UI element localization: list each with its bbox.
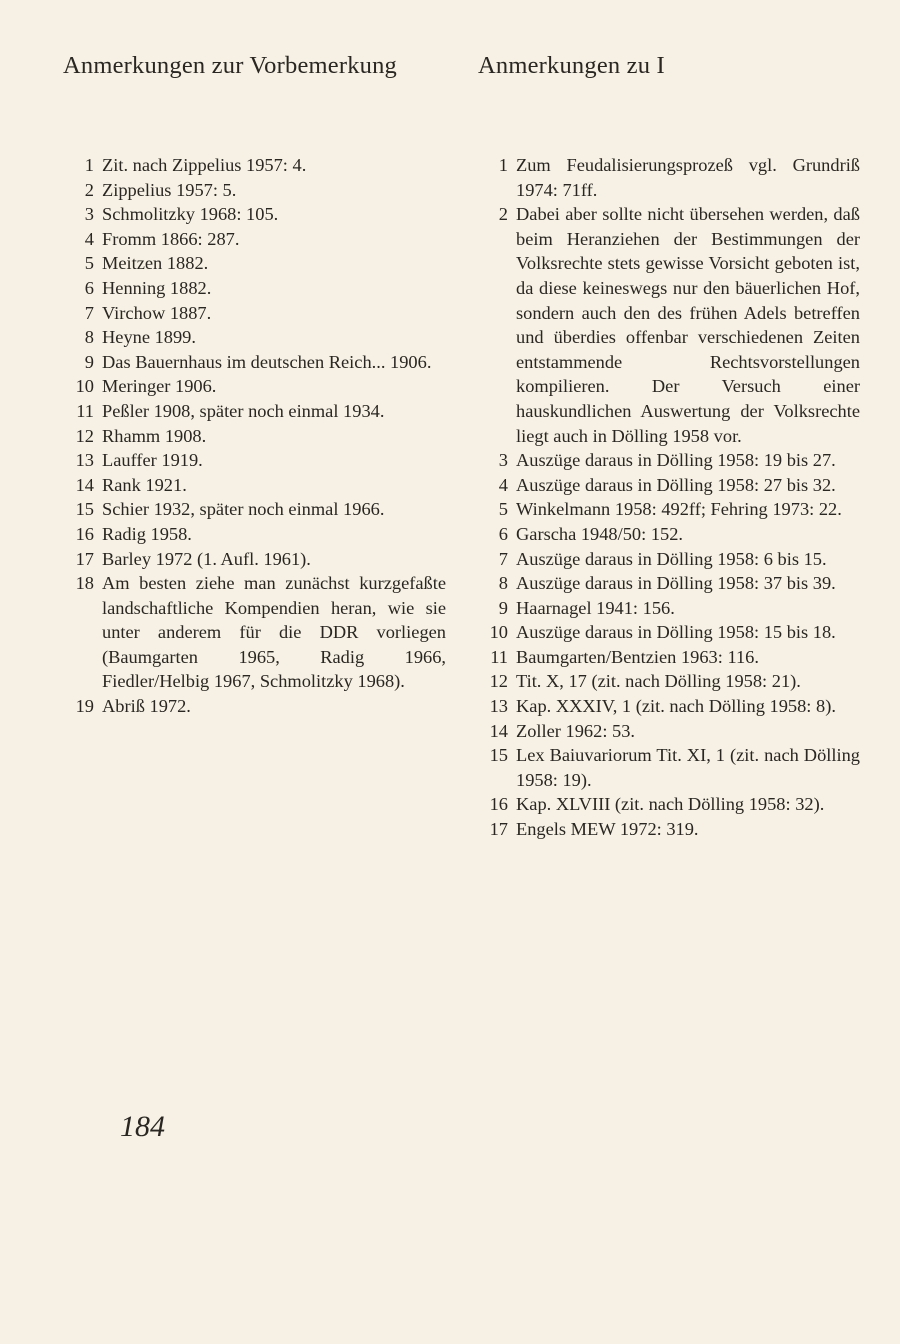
left-note — [68, 202, 446, 227]
left-note — [68, 522, 446, 547]
note-number: 12 — [489, 671, 508, 692]
note-number: 5 — [498, 499, 508, 520]
note-number: 12 — [75, 425, 94, 446]
left-note — [68, 399, 446, 424]
note-text: Am besten ziehe man zunächst kurzgefaßte landschaftliche Kompendien heran, wie sie unter anderem für die DDR vorliegen (Baumgarten 1965, Radig 1966, Fiedler/Helbig 1967, Schmolitzky 1968). — [102, 573, 446, 692]
note-text: Tit. X, 17 (zit. nach Dölling 1958: 21). — [516, 671, 801, 692]
note-text: Dabei aber sollte nicht übersehen werden, daß beim Heranziehen der Bestimmungen der Volksrechte stets gewisse Vorsicht geboten ist, da diese keineswegs nur den bäuerlichen Hof, sondern auch den des frühen Adels betreffen und überdies offenbar verschiedenen Zeiten entstammende Rechtsvorstellungen kompilieren. Der Versuch einer hauskundlichen Auswertung der Volksrechte liegt auch in Dölling 1958 vor. — [516, 204, 860, 446]
note-number: 15 — [489, 745, 508, 766]
left-note — [68, 473, 446, 498]
note-text: Auszüge daraus in Dölling 1958: 27 bis 32. — [516, 474, 836, 495]
note-number: 19 — [75, 696, 94, 717]
note-number: 16 — [75, 523, 94, 544]
left-note — [68, 153, 446, 178]
left-note — [68, 424, 446, 449]
note-number: 1 — [498, 155, 508, 175]
note-text: Lex Baiuvariorum Tit. XI, 1 (zit. nach Dölling 1958: 19). — [516, 745, 860, 790]
note-number: 1 — [84, 155, 94, 175]
right-note — [480, 202, 860, 448]
note-text: Zippelius 1957: 5. — [102, 179, 237, 200]
left-note — [68, 694, 446, 719]
note-number: 5 — [84, 253, 94, 274]
note-number: 2 — [498, 204, 508, 225]
note-text: Auszüge daraus in Dölling 1958: 6 bis 15. — [516, 548, 827, 569]
right-note — [480, 719, 860, 744]
note-text: Henning 1882. — [102, 277, 212, 298]
note-text: Engels MEW 1972: 319. — [516, 819, 699, 840]
note-text: Kap. XLVIII (zit. nach Dölling 1958: 32). — [516, 794, 825, 815]
right-note — [480, 596, 860, 621]
page-number: 184 — [120, 1110, 165, 1143]
note-text: Radig 1958. — [102, 523, 192, 544]
right-note — [480, 153, 860, 202]
note-number: 18 — [75, 573, 94, 594]
note-text: Das Bauernhaus im deutschen Reich... 1906. — [102, 351, 432, 372]
right-note — [480, 473, 860, 498]
note-text: Rhamm 1908. — [102, 425, 207, 446]
note-number: 16 — [489, 794, 508, 815]
note-number: 8 — [84, 327, 94, 348]
right-note — [480, 645, 860, 670]
note-number: 9 — [84, 351, 94, 372]
note-text: Abriß 1972. — [102, 696, 191, 717]
note-number: 10 — [75, 376, 94, 397]
note-text: Kap. XXXIV, 1 (zit. nach Dölling 1958: 8). — [516, 696, 836, 717]
right-note — [480, 792, 860, 817]
note-number: 6 — [498, 523, 508, 544]
left-note — [68, 547, 446, 572]
note-text: Fromm 1866: 287. — [102, 228, 240, 249]
right-note — [480, 448, 860, 473]
note-number: 4 — [84, 228, 94, 249]
note-text: Auszüge daraus in Dölling 1958: 19 bis 27. — [516, 450, 836, 471]
right-note — [480, 620, 860, 645]
left-note — [68, 497, 446, 522]
note-number: 6 — [84, 277, 94, 298]
note-number: 10 — [489, 622, 508, 643]
note-number: 15 — [75, 499, 94, 520]
right-note — [480, 817, 860, 842]
heading-notes-preface: Anmerkungen zur Vorbemerkung — [63, 52, 398, 79]
left-note — [68, 374, 446, 399]
note-text: Rank 1921. — [102, 474, 187, 495]
note-number: 3 — [84, 204, 94, 225]
left-note — [68, 350, 446, 375]
note-number: 13 — [489, 696, 508, 717]
note-text: Garscha 1948/50: 152. — [516, 523, 684, 544]
note-text: Meitzen 1882. — [102, 253, 209, 274]
left-note — [68, 276, 446, 301]
right-note — [480, 669, 860, 694]
heading-notes-chapter-1: Anmerkungen zu I — [478, 52, 665, 79]
right-note — [480, 571, 860, 596]
note-number: 8 — [498, 573, 508, 594]
note-text: Zit. nach Zippelius 1957: 4. — [102, 155, 307, 175]
left-note — [68, 571, 446, 694]
note-text: Lauffer 1919. — [102, 450, 203, 471]
note-number: 13 — [75, 450, 94, 471]
note-number: 9 — [498, 597, 508, 618]
note-text: Baumgarten/Bentzien 1963: 116. — [516, 646, 759, 667]
note-text: Peßler 1908, später noch einmal 1934. — [102, 400, 385, 421]
note-text: Haarnagel 1941: 156. — [516, 597, 675, 618]
note-number: 17 — [75, 548, 94, 569]
right-note — [480, 694, 860, 719]
note-number: 14 — [489, 720, 508, 741]
note-text: Zum Feudalisierungsprozeß vgl. Grundriß 1974: 71ff. — [516, 155, 860, 200]
note-text: Barley 1972 (1. Aufl. 1961). — [102, 548, 311, 569]
left-note — [68, 227, 446, 252]
notes-column-right — [480, 153, 860, 842]
left-note — [68, 325, 446, 350]
left-note — [68, 301, 446, 326]
left-note — [68, 448, 446, 473]
note-number: 11 — [490, 646, 508, 667]
note-number: 11 — [76, 400, 94, 421]
left-note — [68, 178, 446, 203]
note-number: 4 — [498, 474, 508, 495]
right-note — [480, 497, 860, 522]
note-text: Virchow 1887. — [102, 302, 212, 323]
right-note — [480, 743, 860, 792]
note-text: Zoller 1962: 53. — [516, 720, 636, 741]
note-text: Meringer 1906. — [102, 376, 217, 397]
right-note — [480, 547, 860, 572]
notes-column-left — [68, 153, 446, 719]
note-number: 7 — [84, 302, 94, 323]
note-number: 7 — [498, 548, 508, 569]
note-text: Heyne 1899. — [102, 327, 196, 348]
note-text: Auszüge daraus in Dölling 1958: 37 bis 39. — [516, 573, 836, 594]
right-note — [480, 522, 860, 547]
left-note — [68, 251, 446, 276]
note-number: 17 — [489, 819, 508, 840]
note-number: 3 — [498, 450, 508, 471]
note-text: Auszüge daraus in Dölling 1958: 15 bis 18. — [516, 622, 836, 643]
note-text: Schier 1932, später noch einmal 1966. — [102, 499, 385, 520]
note-number: 14 — [75, 474, 94, 495]
note-text: Schmolitzky 1968: 105. — [102, 204, 279, 225]
note-number: 2 — [84, 179, 94, 200]
note-text: Winkelmann 1958: 492ff; Fehring 1973: 22. — [516, 499, 842, 520]
